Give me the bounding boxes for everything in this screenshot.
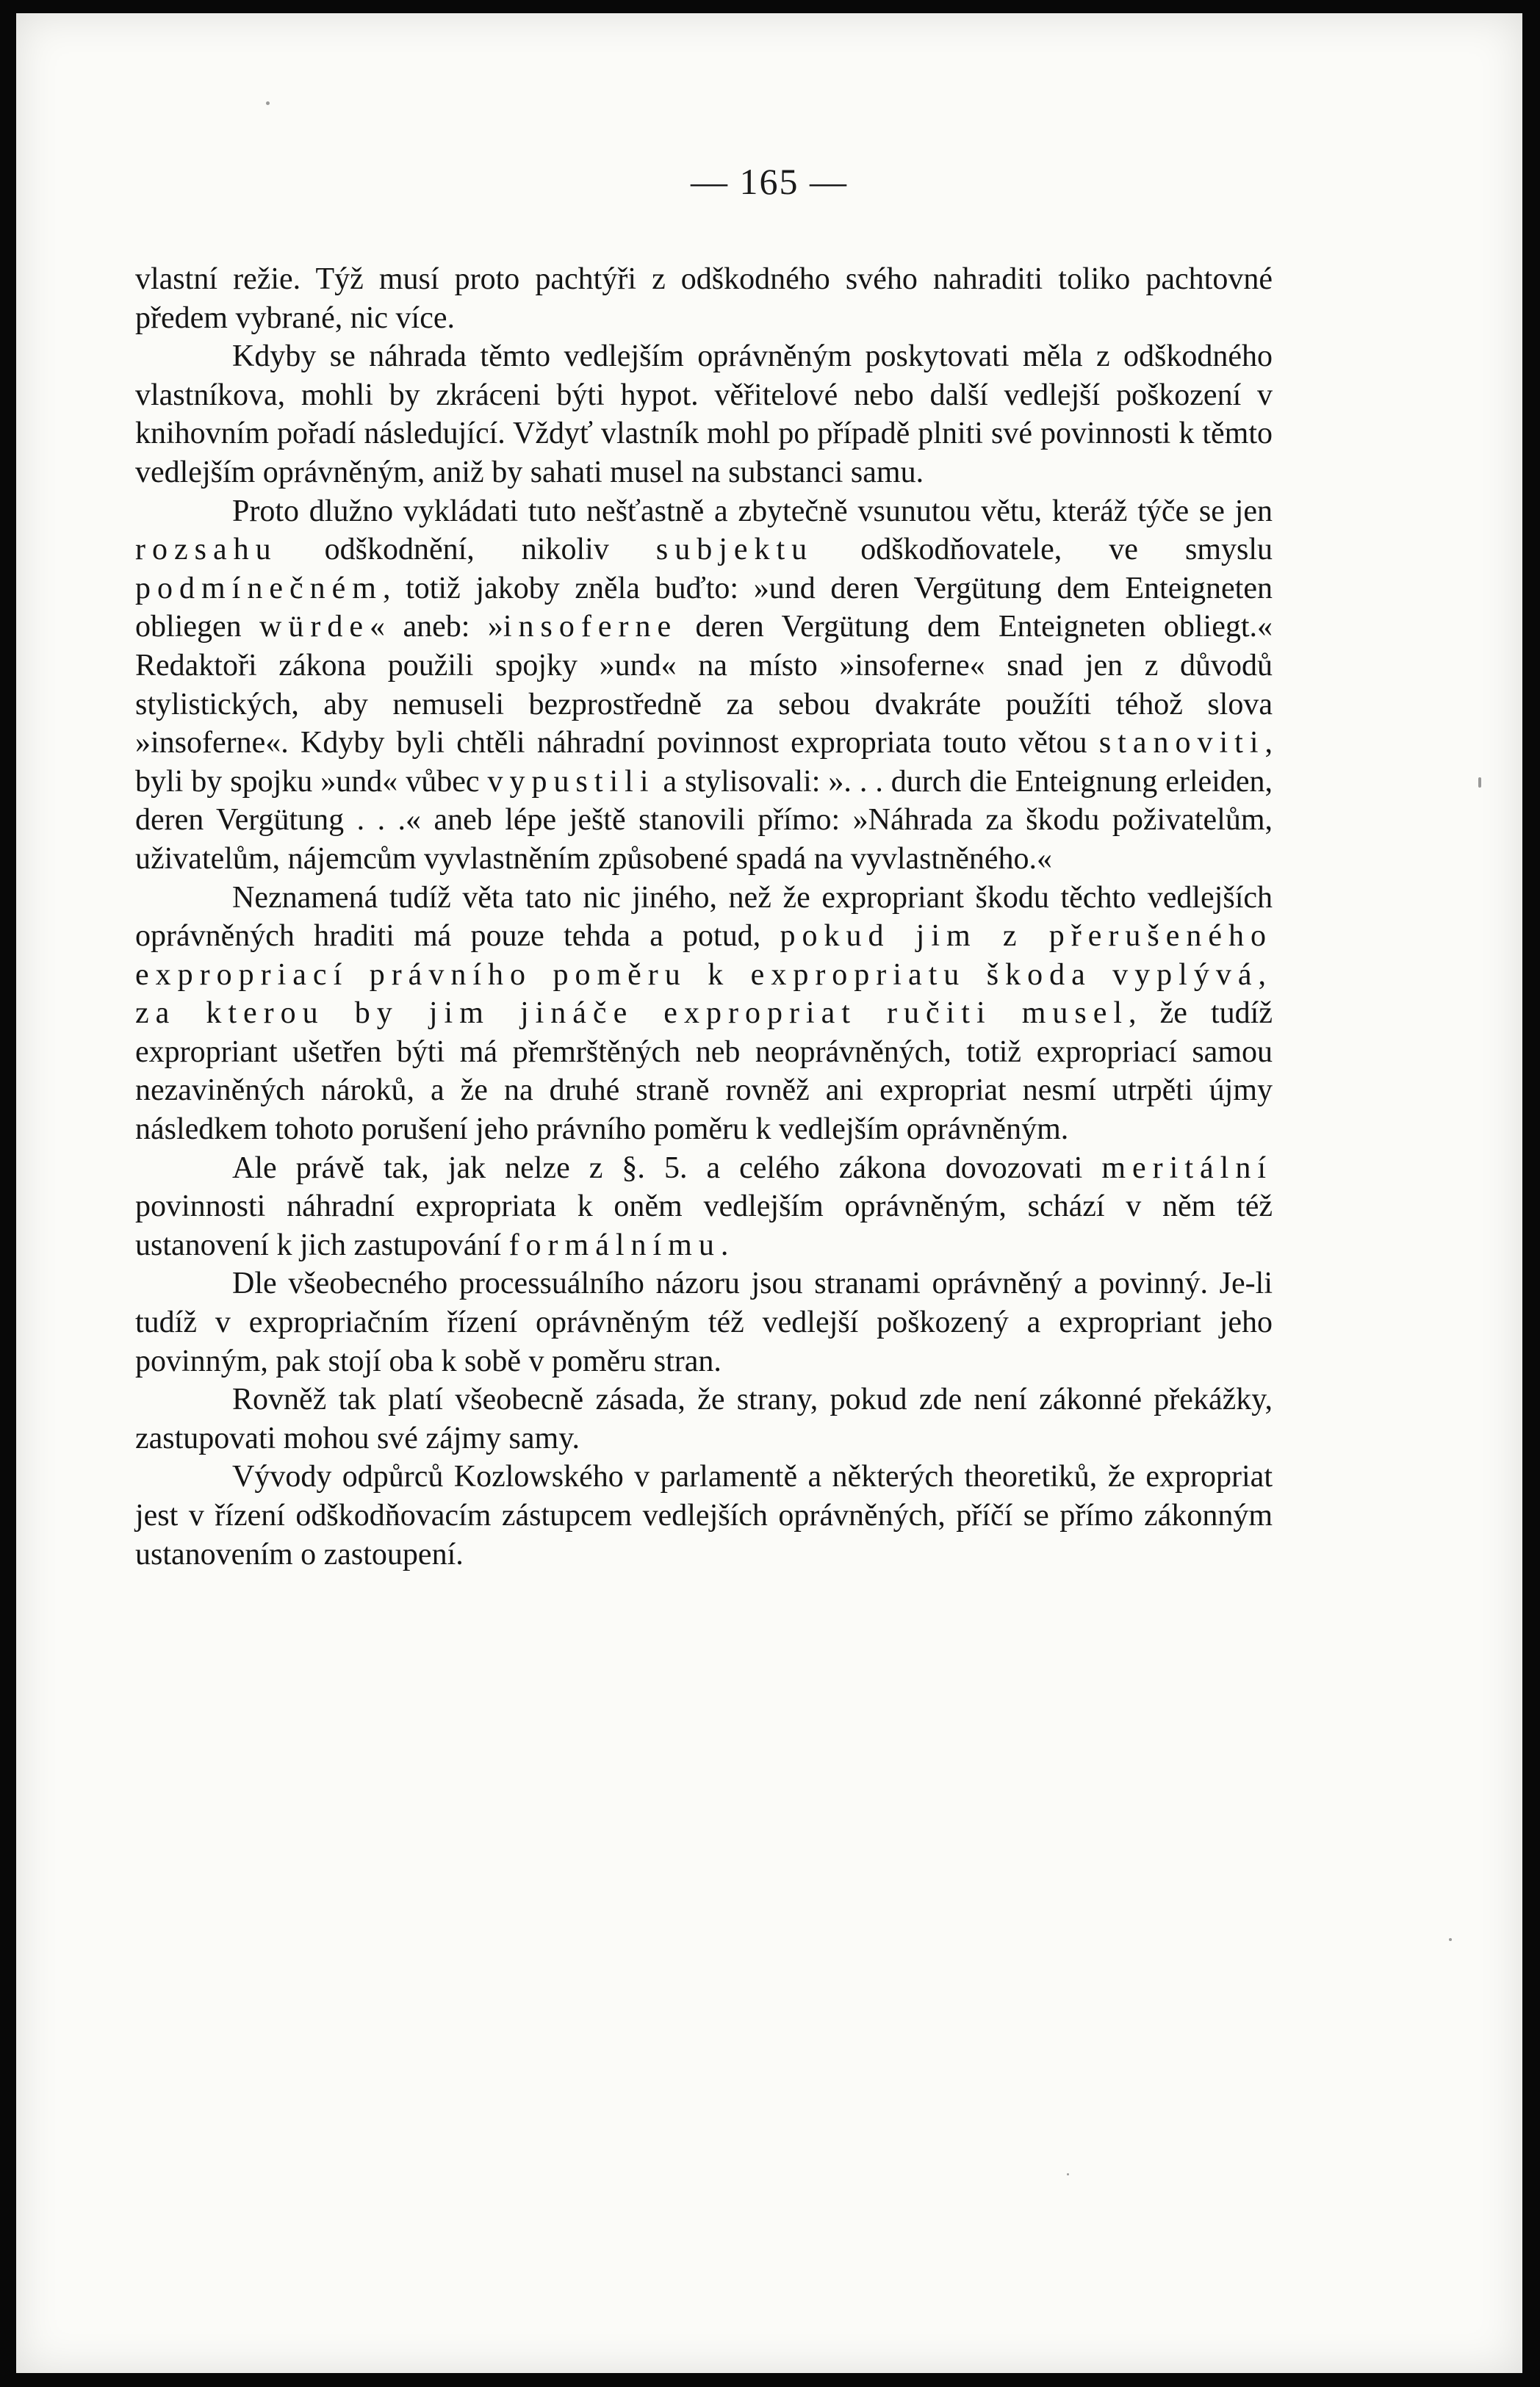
text-segment: Rovněž tak platí všeobecně zásada, že strany, pokud zde není zákonné překážky, zastupovati mohou své zájmy samy. (135, 1383, 1273, 1455)
paragraph-2 (135, 337, 1273, 492)
text-segment: vlastní režie. Týž musí proto pachtýři z odškodného svého nahraditi toliko pachtovné předem vybrané, nic více. (135, 262, 1273, 335)
emphasized-text: insoferne (503, 610, 678, 644)
emphasized-text: meritální (1101, 1151, 1273, 1185)
paragraph-7 (135, 1380, 1273, 1458)
text-segment: odškodnění, nikoliv (277, 533, 656, 567)
emphasized-text: formálnímu (508, 1228, 721, 1262)
body-text (135, 260, 1273, 1574)
paragraph-6 (135, 1264, 1273, 1380)
scan-speck (266, 101, 270, 105)
scan-speck (1449, 1938, 1452, 1941)
text-segment: Ale právě tak, jak nelze z §. 5. a celého zákona dovozovati (232, 1151, 1102, 1185)
book-page (16, 13, 1522, 2373)
emphasized-text: stanoviti (1098, 726, 1265, 760)
scan-speck (1478, 777, 1481, 788)
paragraph-8 (135, 1458, 1273, 1574)
text-segment: a stylisovali: ». . . durch die Enteignung erleiden, deren Vergütung . . .« aneb lépe ještě stanovili přímo: »Náhrada za škodu poživatelům, uživatelům, nájemcům vyvlastněním způsobené spadá na vyvlastněného.« (135, 764, 1273, 876)
text-segment: Dle všeobecného processuálního názoru jsou stranami oprávněný a povinný. Je-li tudíž v expropriačním řízení oprávněným též vedlejší poškozený a expropriant jeho povinným, pak stojí oba k sobě v poměru stran. (135, 1267, 1273, 1378)
paragraph-4 (135, 879, 1273, 1149)
text-segment: Neznamená tudíž věta tato nic jiného, než že expropriant škodu těchto vedlejších oprávněných hraditi má pouze tehda a potud, (135, 880, 1273, 954)
paragraph-5 (135, 1149, 1273, 1265)
emphasized-text: würde (259, 610, 370, 644)
paragraph-1 (135, 260, 1273, 337)
text-segment: , totiž jakoby zněla buďto: »und deren Vergütung dem Enteigneten obliegen (135, 571, 1273, 644)
text-segment: Proto dlužno vykládati tuto nešťastně a zbytečně vsunutou větu, kteráž týče se jen (232, 494, 1273, 528)
text-segment: . (720, 1228, 729, 1262)
emphasized-text: vypustili (487, 764, 655, 799)
emphasized-text: pokud jim z přerušeného expropriací právního poměru k expropriatu škoda vyplývá, za kterou by jim jináče expropriat ručiti musel (135, 919, 1273, 1031)
scan-speck (1067, 2173, 1069, 2175)
text-segment: povinnosti náhradní expropriata k oněm vedlejším oprávněným, schází v něm též ustanovení k jich zastupování (135, 1189, 1273, 1262)
text-segment: odškodňovatele, ve smyslu (813, 533, 1273, 567)
text-segment: Vývody odpůrců Kozlowského v parlamentě a některých theoretiků, že expropriat jest v řízení odškodňovacím zástupcem vedlejších oprávněných, příčí se přímo zákonným ustanovením o zastoupení. (135, 1460, 1273, 1571)
emphasized-text: rozsahu (135, 533, 278, 567)
emphasized-text: subjektu (655, 533, 814, 567)
paragraph-3 (135, 492, 1273, 879)
text-segment: , byli by spojku »und« vůbec (135, 726, 1273, 799)
text-segment: deren Vergütung dem Enteigneten obliegt.« Redaktoři zákona použili spojky »und« na místo »insoferne« snad jen z důvodů stylistických, aby nemuseli bezprostředně za sebou dvakráte použíti téhož slova »insoferne«. Kdyby byli chtěli náhradní povinnost expropriata touto větou (135, 610, 1273, 760)
text-segment: , že tudíž expropriant ušetřen býti má přemrštěných neb neoprávněných, totiž expropriací samou nezaviněných nároků, a že na druhé straně rovněž ani expropriat nesmí utrpěti újmy následkem tohoto porušení jeho právního poměru k vedlejším oprávněným. (135, 996, 1273, 1147)
text-segment: Kdyby se náhrada těmto vedlejším oprávněným poskytovati měla z odškodného vlastníkova, mohli by zkráceni býti hypot. věřitelové nebo další vedlejší poškození v knihovním pořadí následující. Vždyť vlastník mohl po případě plniti své povinnosti k těmto vedlejším oprávněným, aniž by sahati musel na substanci samu. (135, 339, 1273, 489)
page-number: — 165 — (691, 161, 848, 202)
text-segment: « aneb: » (370, 610, 503, 644)
emphasized-text: podmínečném (135, 571, 383, 605)
